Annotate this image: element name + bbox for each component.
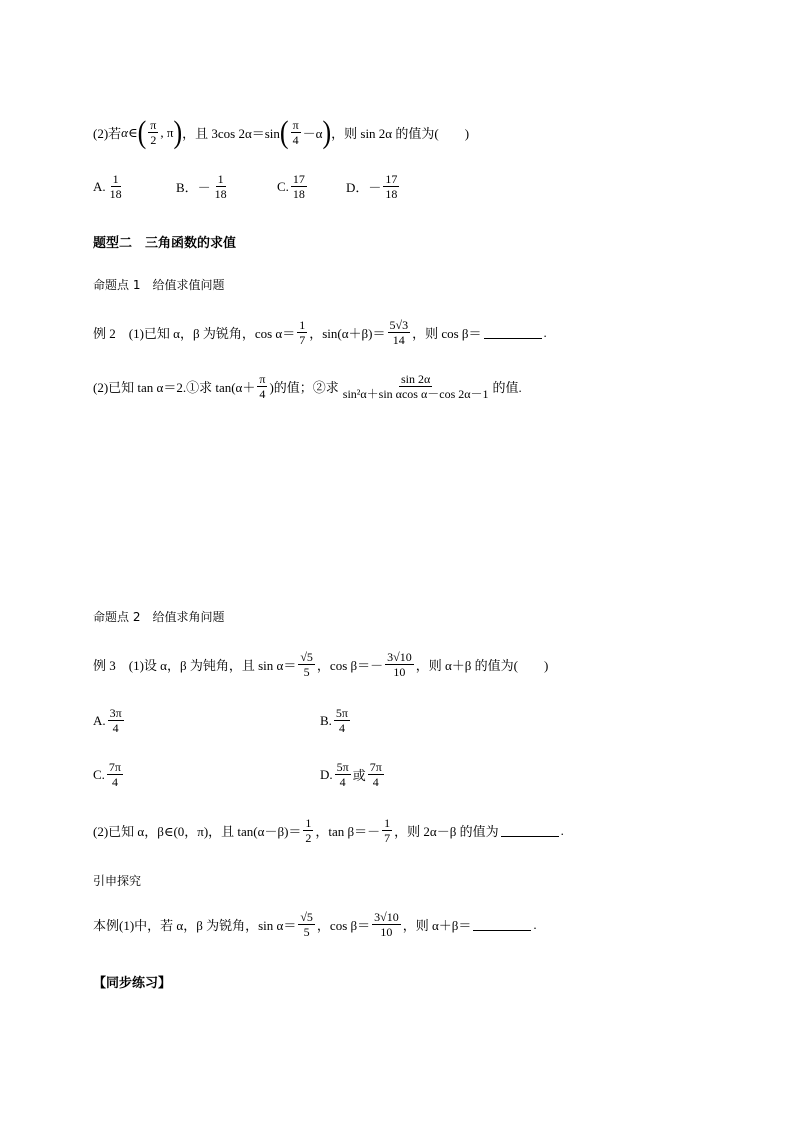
answer-blank[interactable]	[484, 326, 542, 339]
proposition-1-title: 命题点 1 给值求值问题	[93, 278, 225, 292]
example-2-part-1: 例 2 (1)已知 α，β 为锐角，cos α＝ $\frac{1}{7}$ ，sin(α＋β)＝ $\frac{5√3}{14}$ ，则 cos β＝ .	[93, 318, 547, 347]
example-2-part-2: (2)已知 tan α＝2.①求 tan(α＋ $\frac{\pi}{4}$ )的值；②求 $\frac{\sin 2\alpha}{\text{sin²α＋sin αcos α－cos 2α－1}}$ 的值.	[93, 372, 522, 401]
answer-blank[interactable]	[501, 824, 559, 837]
fraction-pi-over-4: $\frac{\pi}{4}$	[292, 118, 299, 147]
section-title: 题型二 三角函数的求值	[93, 236, 237, 251]
ex3-option-c[interactable]: C. $\frac{7\pi}{4}$	[93, 760, 121, 789]
left-paren: (	[137, 114, 147, 150]
ex3-option-b[interactable]: B. $\frac{5\pi}{4}$	[320, 706, 348, 735]
example-3-part-2: (2)已知 α，β∈(0，π)，且 tan(α－β)＝ $\frac{1}{2}$ ，tan β＝－ $\frac{1}{7}$ ，则 2α－β 的值为 .	[93, 816, 564, 845]
example-3-part-1: 例 3 (1)设 α，β 为钝角，且 sin α＝ $\frac{√5}{5}$ ，cos β＝－ $\frac{3√10}{10}$ ，则 α＋β 的值为( )	[93, 650, 549, 679]
q2-option-a[interactable]: A. $\frac{1}{18}$	[93, 172, 122, 201]
proposition-2-title: 命题点 2 给值求角问题	[93, 610, 225, 624]
fraction-pi-over-2: $\frac{\pi}{2}$	[150, 118, 157, 147]
extension-title: 引申探究	[93, 874, 142, 888]
q2-option-d[interactable]: D．－ $\frac{17}{18}$	[346, 172, 398, 201]
q2-option-b[interactable]: B．－ $\frac{1}{18}$	[176, 172, 227, 201]
practice-title: 【同步练习】	[93, 976, 172, 991]
extension-question: 本例(1)中，若 α，β 为锐角，sin α＝ $\frac{√5}{5}$ ，cos β＝ $\frac{3√10}{10}$ ，则 α＋β＝ .	[93, 910, 537, 939]
right-paren: )	[173, 114, 183, 150]
q2-option-c[interactable]: C. $\frac{17}{18}$	[277, 172, 305, 201]
q2-stem: (2)若 α ∈ ( $\frac{\pi}{2}$ , π ) ，且 3cos 2α＝sin ( $\frac{\pi}{4}$ －α ) ，则 sin 2α 的值为( )	[93, 114, 470, 150]
ex3-option-d[interactable]: D. $\frac{5\pi}{4}$ 或 $\frac{7\pi}{4}$	[320, 760, 382, 789]
ex3-option-a[interactable]: A. $\frac{3\pi}{4}$	[93, 706, 122, 735]
answer-blank[interactable]	[473, 918, 531, 931]
